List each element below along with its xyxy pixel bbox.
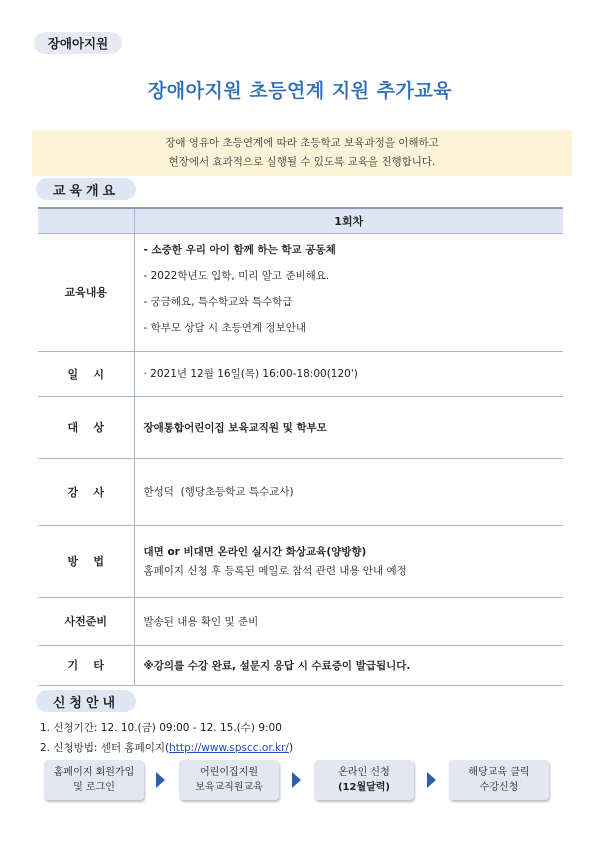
table-row-etc — [38, 645, 563, 685]
table-row-content — [38, 233, 563, 351]
intro-box — [32, 130, 572, 176]
step-line: (12월달력) — [337, 782, 391, 793]
table-row-method — [38, 525, 563, 597]
method-value: 대면 or 비대면 온라인 실시간 화상교육(양방향) — [143, 546, 367, 558]
table-row-prep — [38, 597, 563, 645]
apply-method-prefix: 2. 신청방법: 센터 홈페이지( — [40, 742, 170, 754]
row-label-etc: 기 타 — [38, 645, 134, 685]
table-header-row — [38, 208, 563, 233]
content-item: - 궁금해요, 특수학교와 특수학급 — [143, 296, 293, 308]
apply-info — [40, 718, 293, 758]
step-line: 수강신청 — [479, 782, 519, 793]
overview-table — [38, 207, 563, 686]
flow-step-signup — [44, 760, 144, 800]
flow-step-enroll — [449, 760, 549, 800]
session-header: 1회차 — [134, 208, 563, 233]
flow-step-online-apply — [314, 760, 414, 800]
content-item: - 소중한 우리 아이 함께 하는 학교 공동체 — [143, 244, 336, 256]
flow-step-menu — [179, 760, 279, 800]
apply-method — [40, 738, 293, 758]
intro-line-2: 현장에서 효과적으로 실행될 수 있도록 교육을 진행합니다. — [168, 156, 436, 168]
section-overview-heading: 교육개요 — [36, 178, 136, 200]
table-row-schedule — [38, 351, 563, 396]
arrow-right-icon — [427, 772, 436, 788]
header-empty-cell — [38, 208, 134, 233]
method-note: 홈페이지 신청 후 등록된 메일로 참석 관련 내용 안내 예정 — [143, 565, 407, 577]
apply-method-suffix: ) — [288, 742, 294, 754]
content-item: - 2022학년도 입학, 미리 알고 준비해요. — [143, 270, 330, 282]
schedule-value: · 2021년 12월 16일(목) 16:00-18:00(120') — [134, 351, 563, 396]
row-label-prep: 사전준비 — [38, 597, 134, 645]
category-tag: 장애아지원 — [34, 32, 122, 54]
step-line: 보육교직원교육 — [195, 782, 263, 793]
method-cell — [134, 525, 563, 597]
prep-value: 발송된 내용 확인 및 준비 — [134, 597, 563, 645]
row-label-lecturer: 강 사 — [38, 458, 134, 525]
step-line: 온라인 신청 — [338, 767, 390, 778]
step-line: 홈페이지 회원가입 — [53, 767, 135, 778]
page-title: 장애아지원 초등연계 지원 추가교육 — [147, 80, 453, 102]
section-apply-heading: 신청안내 — [36, 690, 136, 712]
lecturer-value: 한성덕 (행당초등학교 특수교사) — [134, 458, 563, 525]
step-line: 어린이집지원 — [200, 767, 258, 778]
step-line: 해당교육 클릭 — [468, 767, 530, 778]
homepage-link[interactable]: http://www.spscc.or.kr/ — [169, 742, 289, 754]
content-list — [134, 233, 563, 351]
intro-line-1: 장애 영유아 초등연계에 따라 초등학교 보육과정을 이해하고 — [165, 137, 439, 149]
table-row-lecturer — [38, 458, 563, 525]
row-label-method: 방 법 — [38, 525, 134, 597]
arrow-right-icon — [156, 772, 165, 788]
apply-period: 1. 신청기간: 12. 10.(금) 09:00 - 12. 15.(수) 9:00 — [40, 722, 282, 734]
content-item: - 학부모 상담 시 초등연계 정보안내 — [143, 322, 306, 334]
row-label-schedule: 일 시 — [38, 351, 134, 396]
step-line: 및 로그인 — [73, 782, 115, 793]
row-label-target: 대 상 — [38, 396, 134, 458]
table-row-target — [38, 396, 563, 458]
arrow-right-icon — [292, 772, 301, 788]
row-label-content: 교육내용 — [38, 233, 134, 351]
apply-flow — [44, 760, 554, 800]
target-value: 장애통합어린이집 보육교직원 및 학부모 — [134, 396, 563, 458]
etc-value: ※강의를 수강 완료, 설문지 응답 시 수료증이 발급됩니다. — [134, 645, 563, 685]
